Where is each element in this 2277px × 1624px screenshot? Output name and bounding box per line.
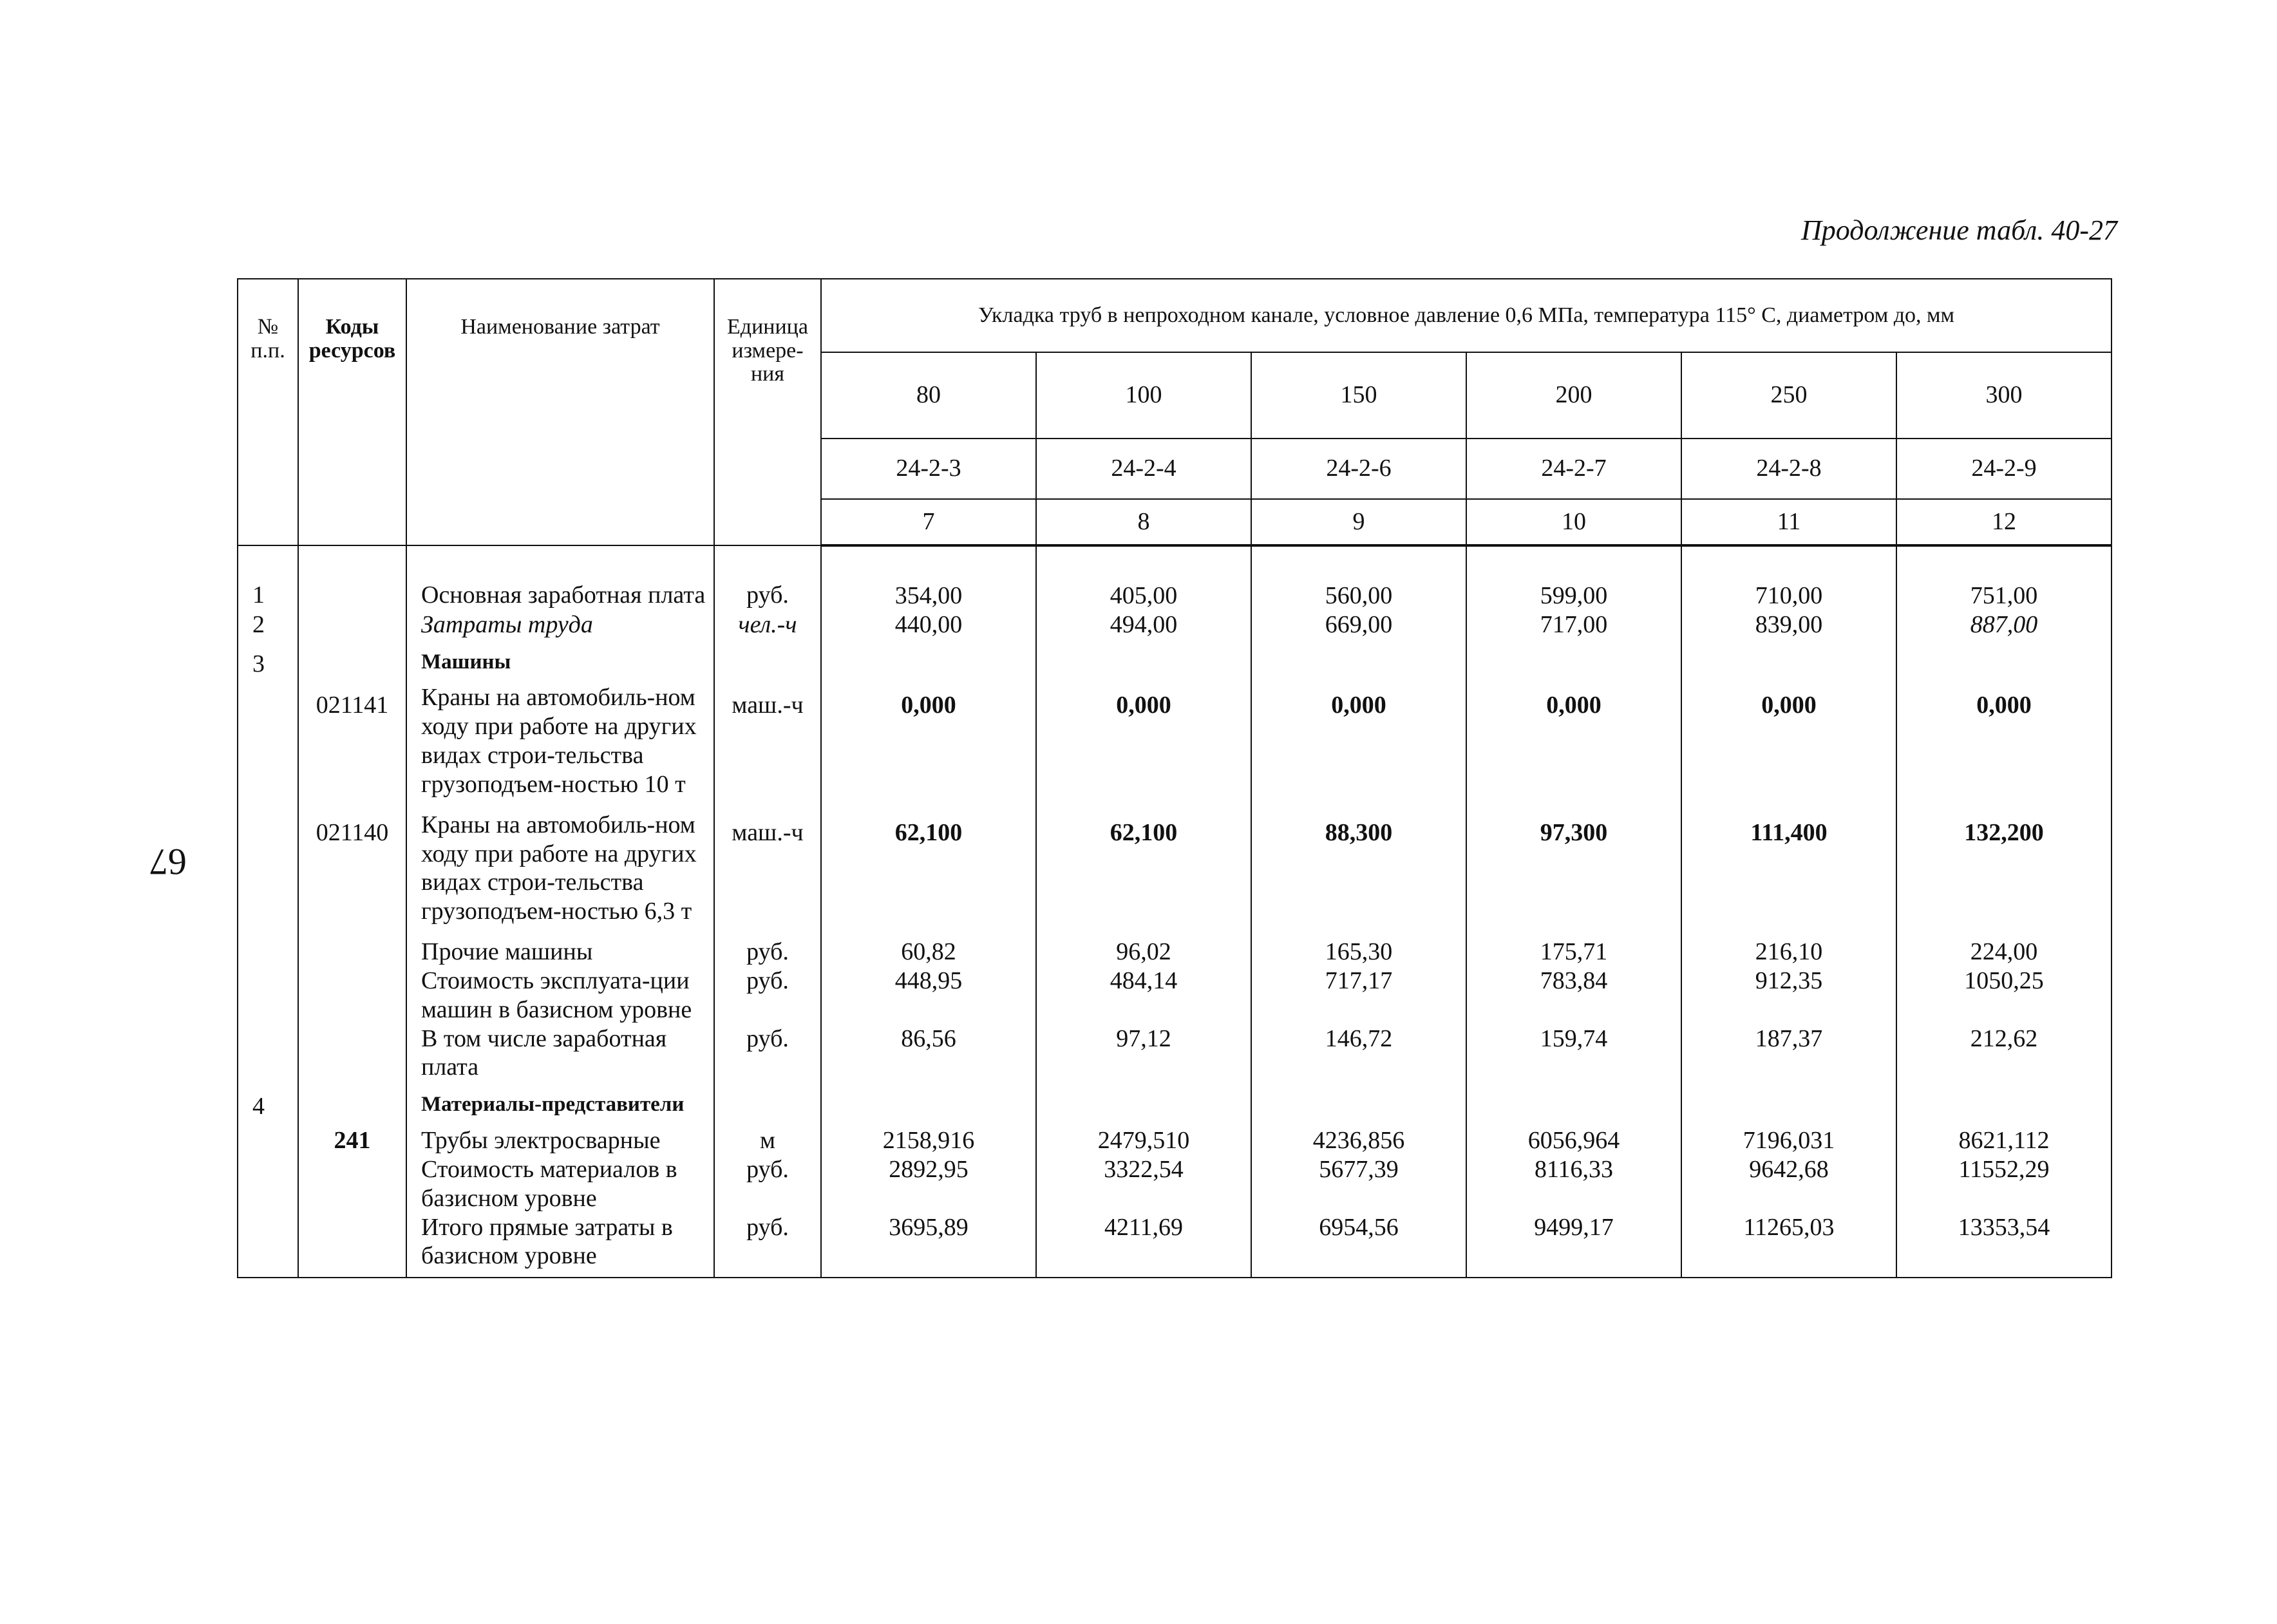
row-num xyxy=(238,967,298,1024)
row-unit xyxy=(714,639,821,684)
row-value: 354,00 xyxy=(821,545,1036,610)
row-num xyxy=(238,1155,298,1213)
row-value xyxy=(1036,639,1251,684)
row-code xyxy=(298,1155,406,1213)
header-code: 24-2-3 xyxy=(821,439,1036,499)
row-num: 3 xyxy=(238,639,298,684)
row-value: 11265,03 xyxy=(1681,1213,1896,1278)
table-row xyxy=(238,938,2112,967)
row-value: 4236,856 xyxy=(1251,1126,1466,1155)
row-value: 97,300 xyxy=(1466,811,1681,938)
row-value: 783,84 xyxy=(1466,967,1681,1024)
row-num xyxy=(238,683,298,810)
row-value xyxy=(1681,639,1896,684)
section-title: Материалы-представители xyxy=(406,1082,714,1126)
row-unit: руб. xyxy=(714,1213,821,1278)
row-value xyxy=(1681,1082,1896,1126)
row-unit: руб. xyxy=(714,967,821,1024)
header-diameter: 100 xyxy=(1036,352,1251,439)
row-value: 0,000 xyxy=(1036,683,1251,810)
table-row xyxy=(238,1024,2112,1082)
row-name: Трубы электросварные xyxy=(406,1126,714,1155)
table-row xyxy=(238,1126,2112,1155)
row-value: 4211,69 xyxy=(1036,1213,1251,1278)
row-value: 224,00 xyxy=(1896,938,2112,967)
header-col-number: 7 xyxy=(821,499,1036,545)
row-num: 2 xyxy=(238,610,298,639)
row-value xyxy=(1036,1082,1251,1126)
row-value: 751,00 xyxy=(1896,545,2112,610)
row-value: 212,62 xyxy=(1896,1024,2112,1082)
row-value: 912,35 xyxy=(1681,967,1896,1024)
header-col-number: 9 xyxy=(1251,499,1466,545)
section-title: Машины xyxy=(406,639,714,684)
row-value: 8621,112 xyxy=(1896,1126,2112,1155)
row-unit: маш.-ч xyxy=(714,683,821,810)
row-value: 669,00 xyxy=(1251,610,1466,639)
row-num xyxy=(238,1213,298,1278)
row-code xyxy=(298,1024,406,1082)
row-code xyxy=(298,610,406,639)
row-code xyxy=(298,1082,406,1126)
header-code: 24-2-8 xyxy=(1681,439,1896,499)
resource-cost-table xyxy=(237,278,2112,1278)
header-diameter: 150 xyxy=(1251,352,1466,439)
row-num: 1 xyxy=(238,545,298,610)
table-row xyxy=(238,683,2112,810)
row-value xyxy=(1251,639,1466,684)
row-value: 7196,031 xyxy=(1681,1126,1896,1155)
row-value: 9642,68 xyxy=(1681,1155,1896,1213)
row-value: 560,00 xyxy=(1251,545,1466,610)
header-code: 24-2-9 xyxy=(1896,439,2112,499)
section-row xyxy=(238,1082,2112,1126)
row-name: Стоимость материалов в базисном уровне xyxy=(406,1155,714,1213)
row-num xyxy=(238,1126,298,1155)
row-value: 9499,17 xyxy=(1466,1213,1681,1278)
row-name: Итого прямые затраты в базисном уровне xyxy=(406,1213,714,1278)
row-value: 494,00 xyxy=(1036,610,1251,639)
row-value xyxy=(1896,1082,2112,1126)
row-value: 132,200 xyxy=(1896,811,2112,938)
row-value: 187,37 xyxy=(1681,1024,1896,1082)
row-name: Краны на автомобиль-ном ходу при работе на других видах строи-тельства грузоподъем-ностью 6,3 т xyxy=(406,811,714,938)
table-caption: Продолжение табл. 40-27 xyxy=(1801,214,2117,246)
row-value xyxy=(821,1082,1036,1126)
row-value xyxy=(1466,639,1681,684)
row-value: 0,000 xyxy=(1896,683,2112,810)
header-code: 24-2-7 xyxy=(1466,439,1681,499)
table-row xyxy=(238,1213,2112,1278)
header-diameter: 200 xyxy=(1466,352,1681,439)
table-row xyxy=(238,545,2112,610)
row-value: 710,00 xyxy=(1681,545,1896,610)
row-value xyxy=(1466,1082,1681,1126)
row-num: 4 xyxy=(238,1082,298,1126)
row-code xyxy=(298,545,406,610)
row-value: 165,30 xyxy=(1251,938,1466,967)
header-col-number: 8 xyxy=(1036,499,1251,545)
row-value: 86,56 xyxy=(821,1024,1036,1082)
row-value: 440,00 xyxy=(821,610,1036,639)
row-unit xyxy=(714,1082,821,1126)
row-value: 97,12 xyxy=(1036,1024,1251,1082)
row-value: 3322,54 xyxy=(1036,1155,1251,1213)
row-value: 839,00 xyxy=(1681,610,1896,639)
row-value: 405,00 xyxy=(1036,545,1251,610)
row-value: 3695,89 xyxy=(821,1213,1036,1278)
row-value: 2892,95 xyxy=(821,1155,1036,1213)
row-value: 599,00 xyxy=(1466,545,1681,610)
row-value: 0,000 xyxy=(1681,683,1896,810)
row-value: 6056,964 xyxy=(1466,1126,1681,1155)
header-diameter: 80 xyxy=(821,352,1036,439)
row-unit: руб. xyxy=(714,1155,821,1213)
row-value: 62,100 xyxy=(1036,811,1251,938)
row-value: 175,71 xyxy=(1466,938,1681,967)
row-value xyxy=(1251,1082,1466,1126)
header-col-number: 10 xyxy=(1466,499,1681,545)
row-value: 11552,29 xyxy=(1896,1155,2112,1213)
header-codes: Коды ресурсов xyxy=(298,279,406,545)
row-unit: м xyxy=(714,1126,821,1155)
row-value: 88,300 xyxy=(1251,811,1466,938)
row-value: 0,000 xyxy=(1251,683,1466,810)
header-name: Наименование затрат xyxy=(406,279,714,545)
table-row xyxy=(238,1155,2112,1213)
row-value: 717,17 xyxy=(1251,967,1466,1024)
row-value: 1050,25 xyxy=(1896,967,2112,1024)
row-code: 241 xyxy=(298,1126,406,1155)
row-name: Стоимость эксплуата-ции машин в базисном уровне xyxy=(406,967,714,1024)
row-value xyxy=(821,639,1036,684)
row-name: Краны на автомобиль-ном ходу при работе на других видах строи-тельства грузоподъем-ностью 10 т xyxy=(406,683,714,810)
row-value: 448,95 xyxy=(821,967,1036,1024)
row-value: 484,14 xyxy=(1036,967,1251,1024)
table-row xyxy=(238,967,2112,1024)
row-name: Основная заработная плата xyxy=(406,545,714,610)
row-value: 2158,916 xyxy=(821,1126,1036,1155)
row-value: 13353,54 xyxy=(1896,1213,2112,1278)
row-name: Затраты труда xyxy=(406,610,714,639)
header-group: Укладка труб в непроходном канале, условное давление 0,6 МПа, температура 115° С, диаметром до, мм xyxy=(821,279,2112,352)
row-unit: маш.-ч xyxy=(714,811,821,938)
header-code: 24-2-6 xyxy=(1251,439,1466,499)
row-code: 021140 xyxy=(298,811,406,938)
header-col-number: 11 xyxy=(1681,499,1896,545)
row-name: В том числе заработная плата xyxy=(406,1024,714,1082)
row-value: 8116,33 xyxy=(1466,1155,1681,1213)
row-value: 0,000 xyxy=(821,683,1036,810)
row-unit: руб. xyxy=(714,938,821,967)
row-value: 5677,39 xyxy=(1251,1155,1466,1213)
row-code: 021141 xyxy=(298,683,406,810)
row-value: 159,74 xyxy=(1466,1024,1681,1082)
row-value: 0,000 xyxy=(1466,683,1681,810)
row-value: 111,400 xyxy=(1681,811,1896,938)
page-number: 67 xyxy=(149,841,187,883)
row-name: Прочие машины xyxy=(406,938,714,967)
row-value: 146,72 xyxy=(1251,1024,1466,1082)
row-num xyxy=(238,938,298,967)
header-code: 24-2-4 xyxy=(1036,439,1251,499)
row-num xyxy=(238,811,298,938)
table-row xyxy=(238,610,2112,639)
header-diameter: 300 xyxy=(1896,352,2112,439)
header-diameter: 250 xyxy=(1681,352,1896,439)
row-num xyxy=(238,1024,298,1082)
header-col-number: 12 xyxy=(1896,499,2112,545)
header-num: № п.п. xyxy=(238,279,298,545)
row-value: 96,02 xyxy=(1036,938,1251,967)
row-unit: чел.-ч xyxy=(714,610,821,639)
row-value: 6954,56 xyxy=(1251,1213,1466,1278)
row-unit: руб. xyxy=(714,545,821,610)
row-unit: руб. xyxy=(714,1024,821,1082)
row-value: 887,00 xyxy=(1896,610,2112,639)
row-value: 717,00 xyxy=(1466,610,1681,639)
row-value xyxy=(1896,639,2112,684)
row-code xyxy=(298,1213,406,1278)
row-code xyxy=(298,938,406,967)
table-row xyxy=(238,811,2112,938)
header-unit: Единица измере-ния xyxy=(714,279,821,545)
section-row xyxy=(238,639,2112,684)
row-value: 60,82 xyxy=(821,938,1036,967)
row-value: 2479,510 xyxy=(1036,1126,1251,1155)
row-value: 62,100 xyxy=(821,811,1036,938)
row-value: 216,10 xyxy=(1681,938,1896,967)
row-code xyxy=(298,967,406,1024)
row-code xyxy=(298,639,406,684)
